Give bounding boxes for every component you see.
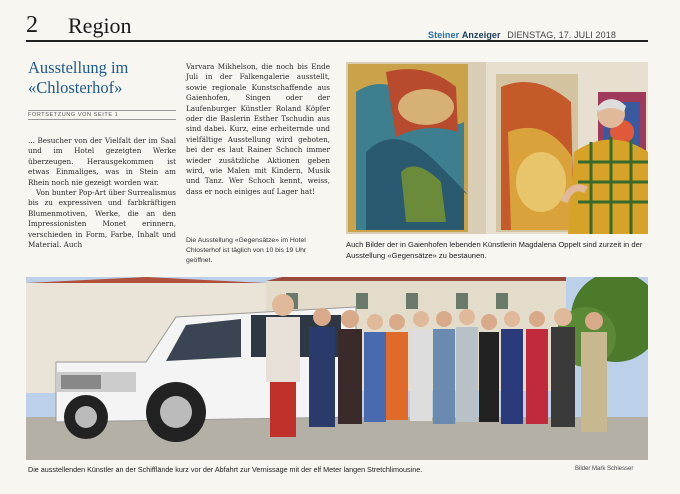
photo-caption-group: Die ausstellenden Künstler an der Schifflände kurz vor der Abfahrt zur Vernissage mit der elf Meter langen Stretchlimousine.: [28, 465, 423, 474]
artwork-photo: [346, 62, 648, 234]
paragraph: Von bunter Pop-Art über Surrealismus bis zu expressiven und farbkräftigen Blumenmotiven, Werke, die an den Impressionisten Monet erinnern, verschieden in Form, Farbe, Inhalt und Material. Auch: [28, 188, 176, 250]
section-title: Region: [68, 13, 132, 38]
article-column-1: [28, 136, 176, 250]
brand-part2: Anzeiger: [461, 30, 501, 40]
group-photo-graphic: [26, 277, 648, 460]
header-rule: [26, 40, 648, 42]
continued-note: FORTSETZUNG VON SEITE 1: [28, 110, 176, 120]
artwork-photo-graphic: [346, 62, 648, 234]
issue-date: DIENSTAG, 17. JULI 2018: [507, 30, 616, 40]
headline-line2: «Chlosterhof»: [28, 78, 123, 97]
page-number: 2: [26, 12, 38, 38]
photo-caption-artwork: Auch Bilder der in Gaienhofen lebenden Künstlerin Magdalena Oppelt sind zurzeit in der Ausstellung «Gegensätze» zu bestaunen.: [346, 240, 643, 260]
paragraph: Varvara Mikhelson, die noch bis Ende Juli in der Falkengalerie ausstellt, sowie regionale Kunstschaffende aus Gaienhofen, Singen oder der Laufenburger Künstler Roland Köpfer oder die Baslerin Esther Tschudin aus sind dabei. Kurz, eine erheiternde und vielfältige Ausstellung wird geboten, bei der es laut Rainer Schoch immer wieder zusätzliche Aktionen geben wird, wie Malen mit Kindern, Musik und Tanz. Wer Schoch kennt, weiss, dass er noch einiges auf Lager hat!: [186, 62, 330, 196]
article-column-2: [186, 62, 330, 197]
paragraph: ... Besucher von der Vielfalt der im Saal und im Hotel gezeigten Werke überzeugen. Herausgekommen ist etwas Einmaliges, was in Stein am Rhein noch nie gezeigt worden war.: [28, 136, 176, 187]
headline-line1: Ausstellung im: [28, 58, 129, 77]
group-photo: [26, 277, 648, 460]
brand-part1: Steiner: [428, 30, 460, 40]
article-headline: [28, 58, 178, 98]
masthead: [428, 30, 616, 40]
photo-credit: Bilder Mark Schiesser: [575, 466, 634, 472]
exhibition-info: Die Ausstellung «Gegensätze» im Hotel Chlosterhof ist täglich von 10 bis 19 Uhr geöffnet.: [186, 237, 307, 264]
